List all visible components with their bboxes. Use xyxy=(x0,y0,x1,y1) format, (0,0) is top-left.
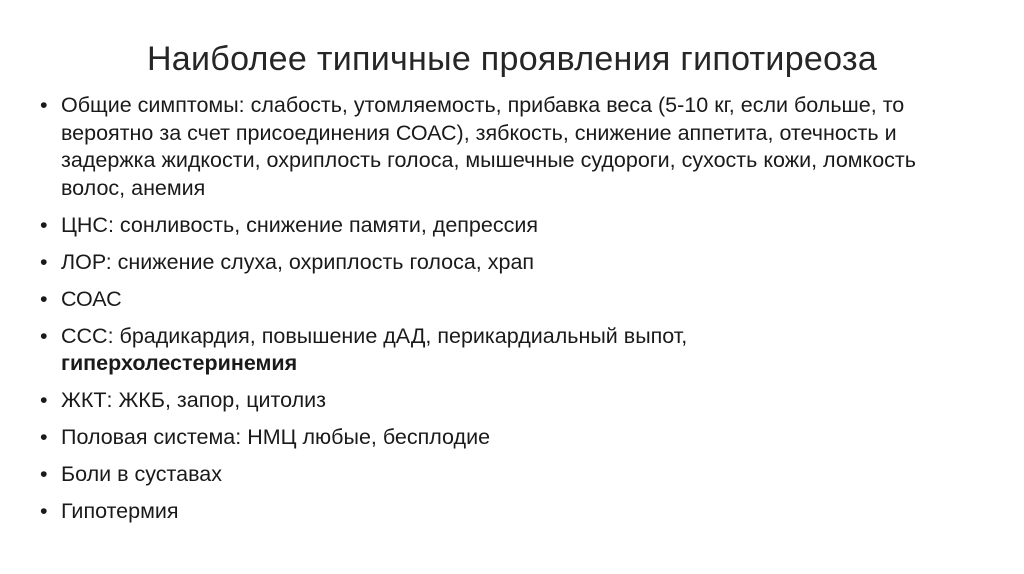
bullet-dot-icon: • xyxy=(40,323,48,348)
bullet-item-gastrointestinal xyxy=(40,387,960,415)
bullet-list xyxy=(40,92,960,535)
bullet-dot-icon: • xyxy=(40,462,48,486)
bullet-text: СОАС xyxy=(61,286,122,311)
bullet-item-ent xyxy=(40,249,960,277)
bullet-text: ЛОР: снижение слуха, охриплость голоса, храп xyxy=(61,249,535,274)
bullet-dot-icon: • xyxy=(40,249,48,274)
bullet-item-general-symptoms xyxy=(40,92,960,202)
bullet-dot-icon: • xyxy=(40,212,48,237)
bullet-item-hypothermia xyxy=(40,498,960,526)
bullet-dot-icon: • xyxy=(40,388,48,412)
bullet-text: ССС: брадикардия, повышение дАД, перикардиальный выпот, xyxy=(61,323,688,348)
bullet-text: ЖКТ: ЖКБ, запор, цитолиз xyxy=(61,388,327,412)
bullet-item-joint-pain xyxy=(40,461,960,489)
bullet-item-osas xyxy=(40,286,960,314)
bullet-dot-icon: • xyxy=(40,286,48,311)
bullet-dot-icon: • xyxy=(40,425,48,449)
bullet-text: Гипотермия xyxy=(61,499,179,523)
bullet-item-reproductive xyxy=(40,424,960,452)
bullet-bold-text: гиперхолестеринемия xyxy=(61,351,298,375)
bullet-text: Половая система: НМЦ любые, бесплодие xyxy=(61,425,491,449)
bullet-item-cardiovascular xyxy=(40,323,960,378)
bullet-item-cns xyxy=(40,212,960,240)
bullet-dot-icon: • xyxy=(40,499,48,523)
bullet-text: ЦНС: сонливость, снижение памяти, депрессия xyxy=(61,212,538,237)
bullet-dot-icon: • xyxy=(40,93,48,117)
slide-title: Наиболее типичные проявления гипотиреоза xyxy=(146,40,878,78)
bullet-text: Общие симптомы: слабость, утомляемость, прибавка веса (5-10 кг, если больше, то вероятно за счет присоединения СОАС), зябкость, снижение аппетита, отечность и задержка жидкости, охриплость голоса, мышечные судороги, сухость кожи, ломкость волос, анемия xyxy=(61,93,916,200)
bullet-text: Боли в суставах xyxy=(61,462,222,486)
